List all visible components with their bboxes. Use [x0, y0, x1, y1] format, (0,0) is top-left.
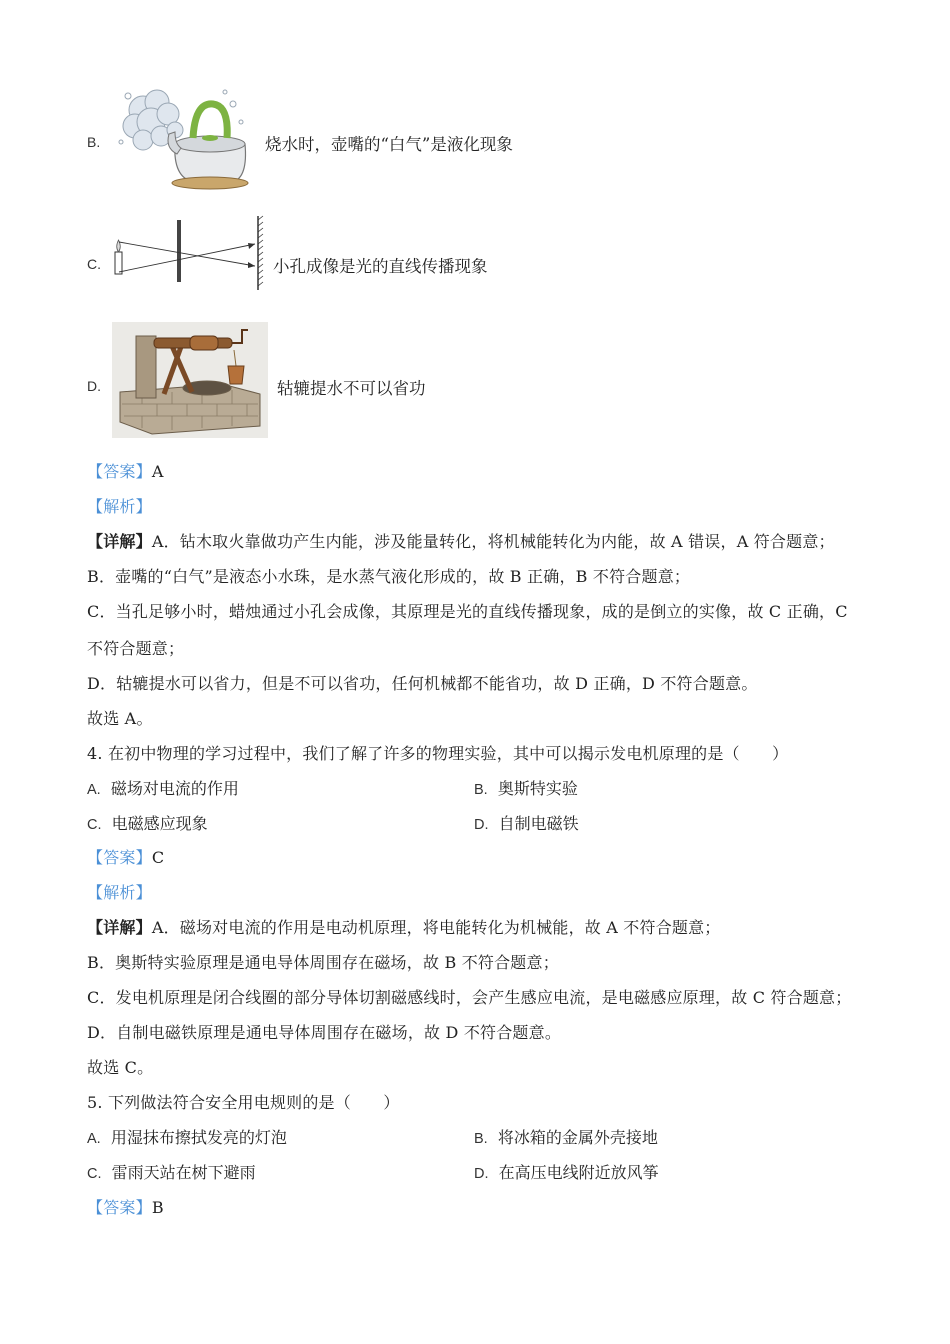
q4-answer-value: C	[151, 848, 165, 867]
answer-tag: 【答案】	[87, 848, 152, 867]
choice-letter: B.	[474, 782, 488, 798]
q3-answer-line	[87, 459, 164, 482]
choice-letter: D.	[474, 817, 489, 833]
option-d-text: 轱辘提水不可以省功	[277, 379, 426, 398]
kettle-steam-image	[113, 82, 258, 192]
q3-answer-value: A	[151, 462, 164, 481]
q3-analysis-line	[87, 494, 152, 517]
q3-detail-line-5: D．轱辘提水可以省力，但是不可以省功，任何机械都不能省功，故 D 正确，D 不符合题意。	[87, 674, 758, 693]
choice-text: 在高压电线附近放风筝	[498, 1163, 659, 1182]
q4-detail-line-1	[87, 915, 721, 938]
q3-detail-line-1	[87, 529, 835, 552]
pinhole-imaging-diagram	[110, 214, 265, 292]
choice-letter: A.	[87, 782, 101, 798]
q5-answer-line	[87, 1195, 164, 1218]
windlass-well-image	[112, 322, 268, 438]
q4-detail-text-1: A．磁场对电流的作用是电动机原理，将电能转化为机械能，故 A 不符合题意；	[151, 918, 721, 937]
choice-letter: A.	[87, 1131, 101, 1147]
option-c-letter: C.	[87, 256, 101, 272]
q3-conclusion: 故选 A。	[87, 709, 153, 728]
q3-detail-line-4: 不符合题意；	[87, 639, 185, 658]
q3-detail-line-3: C．当孔足够小时，蜡烛通过小孔会成像，其原理是光的直线传播现象，成的是倒立的实像，故 C 正确，C	[87, 602, 848, 621]
q5-stem: 5. 下列做法符合安全用电规则的是（ ）	[87, 1093, 400, 1112]
choice-text: 将冰箱的金属外壳接地	[497, 1128, 658, 1147]
choice-text: 用湿抹布擦拭发亮的灯泡	[110, 1128, 287, 1147]
q4-detail-line-3: C．发电机原理是闭合线圈的部分导体切割磁感线时，会产生感应电流，是电磁感应原理，故 C 符合题意；	[87, 988, 852, 1007]
choice-text: 雷雨天站在树下避雨	[111, 1163, 256, 1182]
q4-choice-a	[87, 776, 239, 799]
choice-letter: D.	[474, 1166, 489, 1182]
option-b-text: 烧水时，壶嘴的“白气”是液化现象	[265, 135, 513, 154]
answer-tag: 【答案】	[87, 1198, 152, 1217]
q4-conclusion: 故选 C。	[87, 1058, 154, 1077]
choice-text: 奥斯特实验	[497, 779, 578, 798]
option-c-text: 小孔成像是光的直线传播现象	[273, 257, 488, 276]
q4-answer-line	[87, 845, 164, 868]
choice-letter: B.	[474, 1131, 488, 1147]
q4-stem: 4. 在初中物理的学习过程中，我们了解了许多的物理实验，其中可以揭示发电机原理的是（ ）	[87, 744, 789, 763]
choice-letter: C.	[87, 817, 102, 833]
q4-detail-line-4: D．自制电磁铁原理是通电导体周围存在磁场，故 D 不符合题意。	[87, 1023, 562, 1042]
choice-text: 电磁感应现象	[111, 814, 208, 833]
detail-tag: 【详解】	[87, 532, 152, 551]
option-b-letter: B.	[87, 134, 101, 150]
q5-choice-b	[474, 1125, 658, 1148]
q4-choice-d	[474, 811, 579, 834]
answer-tag: 【答案】	[87, 462, 152, 481]
option-d-letter: D.	[87, 378, 101, 394]
choice-text: 磁场对电流的作用	[110, 779, 239, 798]
choice-text: 自制电磁铁	[498, 814, 579, 833]
detail-tag: 【详解】	[87, 918, 152, 937]
q4-analysis-line	[87, 880, 152, 903]
q4-choice-b	[474, 776, 578, 799]
analysis-tag: 【解析】	[87, 883, 152, 902]
analysis-tag: 【解析】	[87, 497, 152, 516]
q5-choice-a	[87, 1125, 287, 1148]
choice-letter: C.	[87, 1166, 102, 1182]
q3-detail-line-2: B．壶嘴的“白气”是液态小水珠，是水蒸气液化形成的，故 B 正确，B 不符合题意；	[87, 567, 691, 586]
q4-choice-c	[87, 811, 208, 834]
q4-detail-line-2: B．奥斯特实验原理是通电导体周围存在磁场，故 B 不符合题意；	[87, 953, 559, 972]
q5-choice-c	[87, 1160, 256, 1183]
q5-answer-value: B	[151, 1198, 164, 1217]
q3-detail-text-1: A．钻木取火靠做功产生内能，涉及能量转化，将机械能转化为内能，故 A 错误，A 符合题意；	[151, 532, 835, 551]
q5-choice-d	[474, 1160, 659, 1183]
